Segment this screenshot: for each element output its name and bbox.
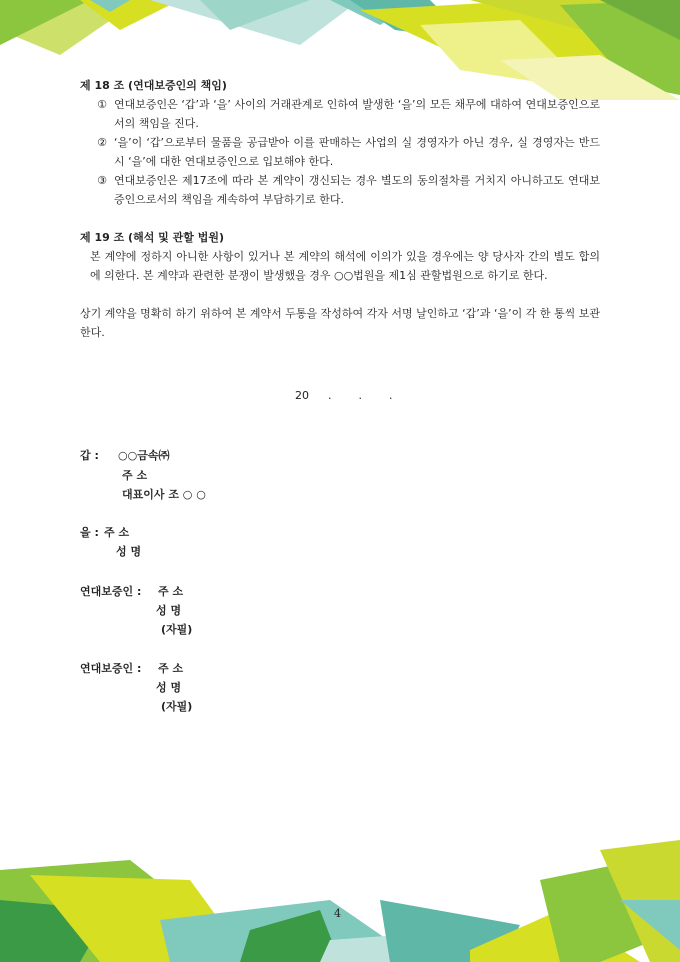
item-marker: ③ (97, 174, 107, 187)
article-19-text: 본 계약에 정하지 아니한 사항이 있거나 본 계약의 해석에 이의가 있을 경우에는 양 당사자 간의 별도 합의에 의한다. 본 계약과 관련한 분쟁이 발생했을 경우 ○○법원을 제1심 관할법원으로 하기로 한다. (90, 250, 600, 282)
guarantor-2-address-label: 주 소 (158, 662, 184, 675)
guarantor-2-label: 연대보증인 : (80, 662, 142, 675)
guarantor-2-signature-label: (자필) (161, 700, 193, 713)
party-b-name-label: 성 명 (116, 545, 142, 558)
article-18-item (80, 171, 600, 209)
date-separator: . (389, 389, 393, 402)
guarantor-1-signature-label: (자필) (161, 623, 193, 636)
article-19-heading: 제 19 조 (해석 및 관할 법원) (80, 231, 224, 244)
date-separator: . (328, 389, 332, 402)
item-text: 연대보증인은 제17조에 따라 본 계약이 갱신되는 경우 별도의 동의절차를 거치지 아니하고도 연대보증인으로서의 책임을 계속하여 부담하기로 한다. (114, 174, 600, 206)
article-18-item (80, 133, 600, 171)
date-separator: . (358, 389, 362, 402)
item-text: ‘을’이 ‘갑’으로부터 물품을 공급받아 이를 판매하는 사업의 실 경영자가 아닌 경우, 실 경영자는 반드시 ‘을’에 대한 연대보증인으로 입보해야 한다. (114, 136, 600, 168)
bottom-decoration (0, 840, 680, 962)
party-b-address-label: 주 소 (104, 526, 130, 539)
closing-statement: 상기 계약을 명확히 하기 위하여 본 계약서 두통을 작성하여 각자 서명 날인하고 ‘갑’과 ‘을’이 각 한 통씩 보관한다. (80, 307, 600, 339)
party-a-name: ○○금속㈜ (118, 449, 170, 462)
party-a-address-label: 주 소 (122, 469, 148, 482)
contract-body (80, 76, 600, 342)
item-text: 연대보증인은 ‘갑’과 ‘을’ 사이의 거래관계로 인하여 발생한 ‘을’의 모든 채무에 대하여 연대보증인으로서의 책임을 진다. (114, 98, 600, 130)
guarantor-2-name-label: 성 명 (156, 681, 182, 694)
party-b-label: 을 : (80, 526, 99, 539)
item-marker: ① (97, 98, 107, 111)
item-marker: ② (97, 136, 107, 149)
guarantor-1-name-label: 성 명 (156, 604, 182, 617)
page-number: 4 (334, 907, 341, 920)
guarantor-1-address-label: 주 소 (158, 585, 184, 598)
guarantor-1-label: 연대보증인 : (80, 585, 142, 598)
article-18-item (80, 95, 600, 133)
party-a-representative: 대표이사 조 ○ ○ (122, 488, 206, 501)
contract-date (295, 389, 393, 402)
article-18-heading: 제 18 조 (연대보증인의 책임) (80, 79, 227, 92)
party-a-label: 갑 : (80, 449, 99, 462)
date-year: 20 (295, 389, 309, 402)
